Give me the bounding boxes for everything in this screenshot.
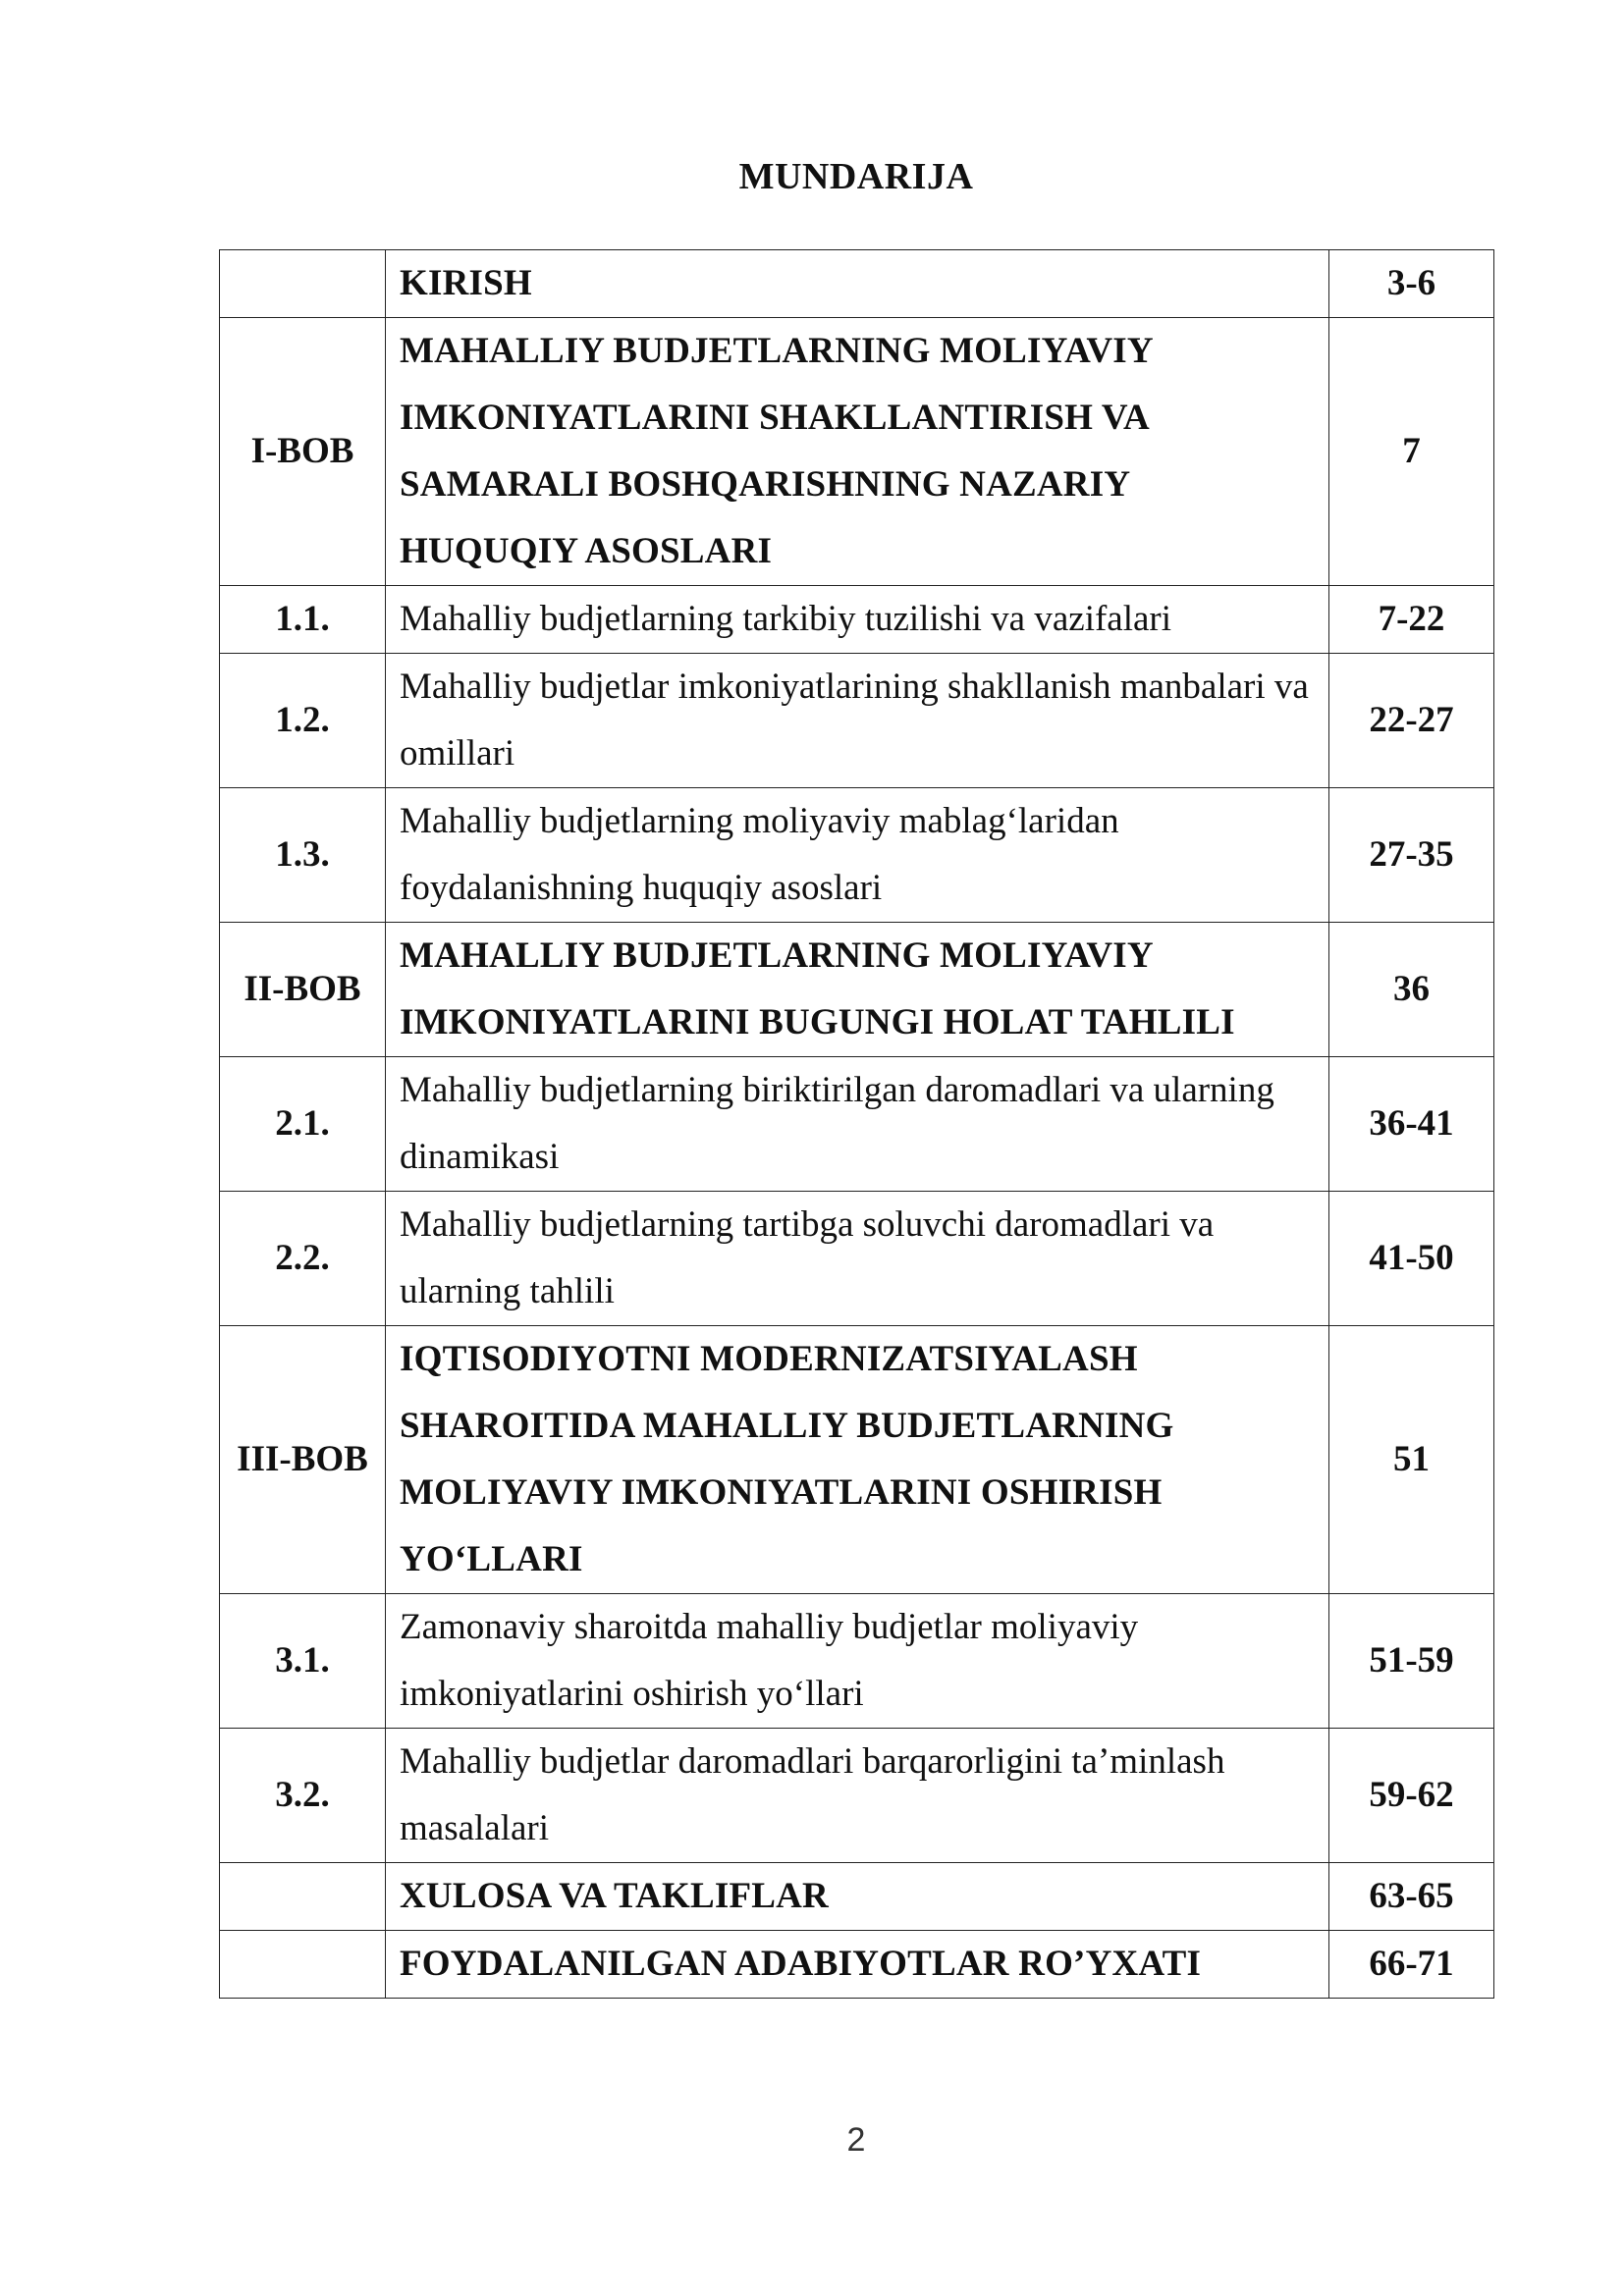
toc-row (220, 1863, 1494, 1931)
toc-page-range: 7 (1329, 318, 1494, 586)
toc-section-number: 1.3. (220, 788, 386, 923)
toc-row (220, 788, 1494, 923)
toc-section-number: 2.1. (220, 1057, 386, 1192)
toc-section-title: KIRISH (386, 250, 1329, 318)
toc-section-number: 2.2. (220, 1192, 386, 1326)
toc-section-number: I-BOB (220, 318, 386, 586)
toc-section-number: 1.1. (220, 586, 386, 654)
toc-row (220, 1057, 1494, 1192)
toc-section-number: III-BOB (220, 1326, 386, 1594)
toc-section-number: 3.1. (220, 1594, 386, 1729)
page-title: MUNDARIJA (738, 156, 974, 197)
toc-row (220, 1729, 1494, 1863)
toc-section-title: XULOSA VA TAKLIFLAR (386, 1863, 1329, 1931)
toc-row (220, 923, 1494, 1057)
toc-page-range: 27-35 (1329, 788, 1494, 923)
toc-page-range: 51-59 (1329, 1594, 1494, 1729)
toc-section-title: Mahalliy budjetlarning biriktirilgan daromadlari va ularning dinamikasi (386, 1057, 1329, 1192)
toc-page-range: 51 (1329, 1326, 1494, 1594)
toc-page-range: 3-6 (1329, 250, 1494, 318)
toc-section-title: Zamonaviy sharoitda mahalliy budjetlar moliyaviy imkoniyatlarini oshirish yo‘llari (386, 1594, 1329, 1729)
toc-section-title: Mahalliy budjetlarning tarkibiy tuzilishi va vazifalari (386, 586, 1329, 654)
table-of-contents (219, 249, 1494, 1999)
toc-page-range: 63-65 (1329, 1863, 1494, 1931)
toc-section-number: 3.2. (220, 1729, 386, 1863)
toc-row (220, 1931, 1494, 1999)
toc-page-range: 41-50 (1329, 1192, 1494, 1326)
toc-section-title: Mahalliy budjetlarning moliyaviy mablag‘laridan foydalanishning huquqiy asoslari (386, 788, 1329, 923)
toc-section-title: Mahalliy budjetlar imkoniyatlarining shakllanish manbalari va omillari (386, 654, 1329, 788)
toc-row (220, 318, 1494, 586)
toc-page-range: 66-71 (1329, 1931, 1494, 1999)
toc-section-title: Mahalliy budjetlar daromadlari barqarorligini ta’minlash masalalari (386, 1729, 1329, 1863)
toc-section-title: MAHALLIY BUDJETLARNING MOLIYAVIY IMKONIYATLARINI BUGUNGI HOLAT TAHLILI (386, 923, 1329, 1057)
toc-row (220, 654, 1494, 788)
page-number: 2 (846, 2121, 866, 2159)
toc-page-range: 36 (1329, 923, 1494, 1057)
toc-row (220, 1594, 1494, 1729)
toc-row (220, 1192, 1494, 1326)
toc-section-number (220, 1863, 386, 1931)
toc-page-range: 59-62 (1329, 1729, 1494, 1863)
toc-row (220, 1326, 1494, 1594)
toc-page-range: 7-22 (1329, 586, 1494, 654)
toc-page-range: 22-27 (1329, 654, 1494, 788)
toc-row (220, 586, 1494, 654)
toc-page-range: 36-41 (1329, 1057, 1494, 1192)
toc-body (220, 250, 1494, 1999)
toc-section-title: Mahalliy budjetlarning tartibga soluvchi daromadlari va ularning tahlili (386, 1192, 1329, 1326)
toc-section-number: II-BOB (220, 923, 386, 1057)
toc-section-number (220, 1931, 386, 1999)
toc-section-number (220, 250, 386, 318)
toc-section-number: 1.2. (220, 654, 386, 788)
toc-section-title: MAHALLIY BUDJETLARNING MOLIYAVIY IMKONIYATLARINI SHAKLLANTIRISH VA SAMARALI BOSHQARISHNING NAZARIY HUQUQIY ASOSLARI (386, 318, 1329, 586)
toc-section-title: FOYDALANILGAN ADABIYOTLAR RO’YXATI (386, 1931, 1329, 1999)
toc-section-title: IQTISODIYOTNI MODERNIZATSIYALASH SHAROITIDA MAHALLIY BUDJETLARNING MOLIYAVIY IMKONIYATLARINI OSHIRISH YO‘LLARI (386, 1326, 1329, 1594)
toc-row (220, 250, 1494, 318)
